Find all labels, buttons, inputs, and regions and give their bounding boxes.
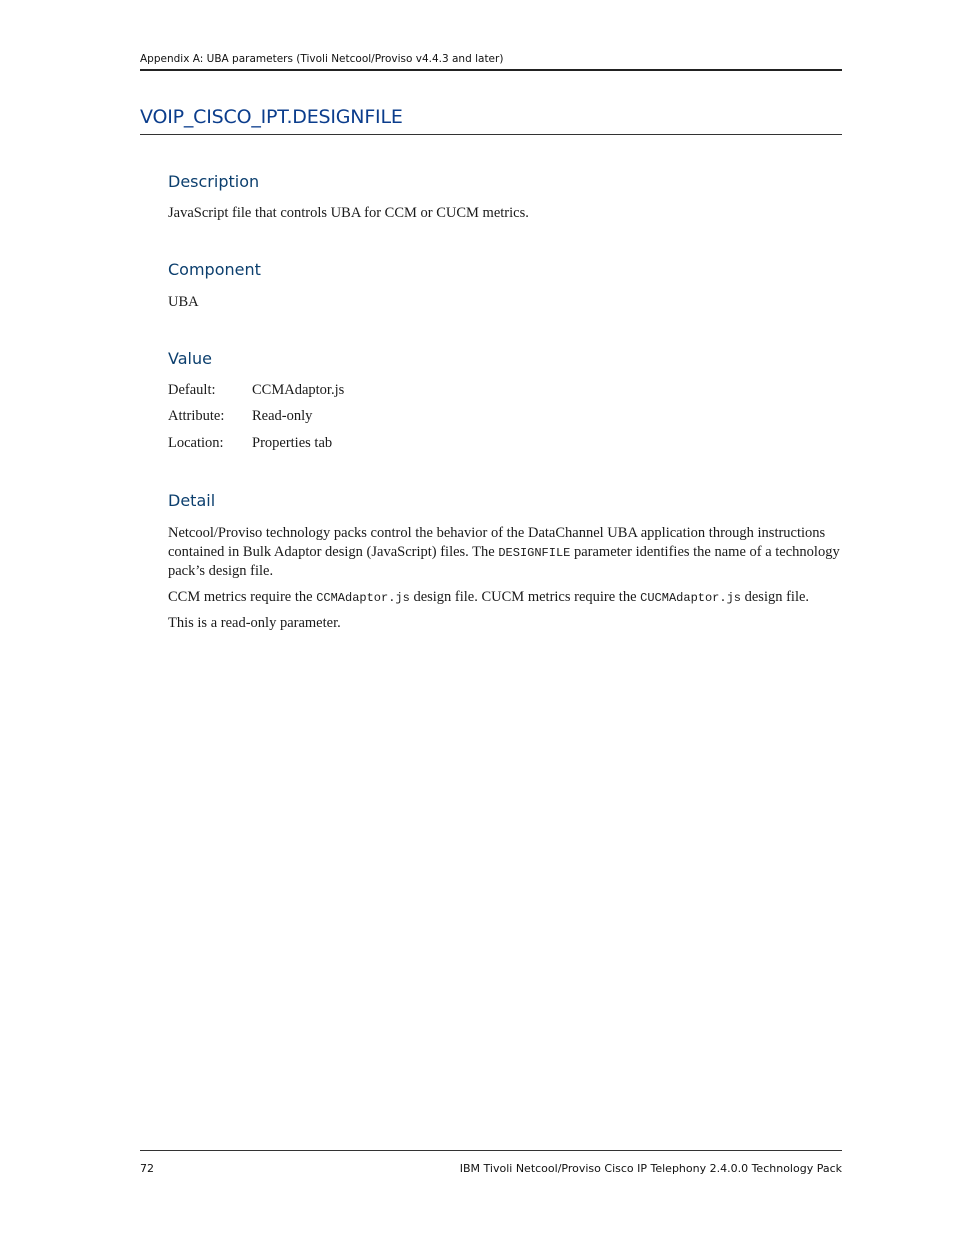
- detail-paragraph-3: This is a read-only parameter.: [168, 615, 341, 631]
- page-number: 72: [140, 1162, 154, 1175]
- running-header: Appendix A: UBA parameters (Tivoli Netcool/Proviso v4.4.3 and later): [140, 53, 504, 65]
- detail-paragraph-2: [168, 588, 848, 608]
- page-title: VOIP_CISCO_IPT.DESIGNFILE: [140, 106, 403, 128]
- value-label: Location:: [168, 435, 224, 451]
- title-rule: [140, 134, 842, 135]
- detail-paragraph-1: [168, 524, 848, 581]
- value-heading: Value: [168, 349, 212, 368]
- description-text: JavaScript file that controls UBA for CCM or CUCM metrics.: [168, 205, 529, 221]
- footer-rule: [140, 1150, 842, 1151]
- value-label: Attribute:: [168, 408, 225, 424]
- code-ccmadaptor: CCMAdaptor.js: [316, 591, 410, 605]
- footer-doc-title: IBM Tivoli Netcool/Proviso Cisco IP Telephony 2.4.0.0 Technology Pack: [459, 1162, 842, 1175]
- description-heading: Description: [168, 172, 260, 191]
- value-value: Properties tab: [252, 435, 333, 451]
- detail-text: parameter identifies the name of a technology pack’s design file.: [168, 543, 840, 579]
- header-rule: [140, 69, 842, 71]
- code-designfile: DESIGNFILE: [498, 545, 571, 560]
- value-label: Default:: [168, 382, 216, 398]
- detail-text: CCM metrics require the: [168, 589, 317, 605]
- value-value: CCMAdaptor.js: [252, 382, 345, 398]
- detail-text: design file. CUCM metrics require the: [409, 589, 641, 605]
- code-cucmadaptor: CUCMAdaptor.js: [640, 591, 741, 605]
- detail-heading: Detail: [168, 491, 216, 510]
- detail-text: design file.: [740, 589, 810, 605]
- detail-text: Netcool/Proviso technology packs control the behavior of the DataChannel UBA application through instructions contained in Bulk Adaptor design (JavaScript) files. The: [168, 525, 826, 560]
- value-value: Read-only: [252, 408, 313, 424]
- component-text: UBA: [168, 294, 199, 310]
- component-heading: Component: [168, 260, 261, 279]
